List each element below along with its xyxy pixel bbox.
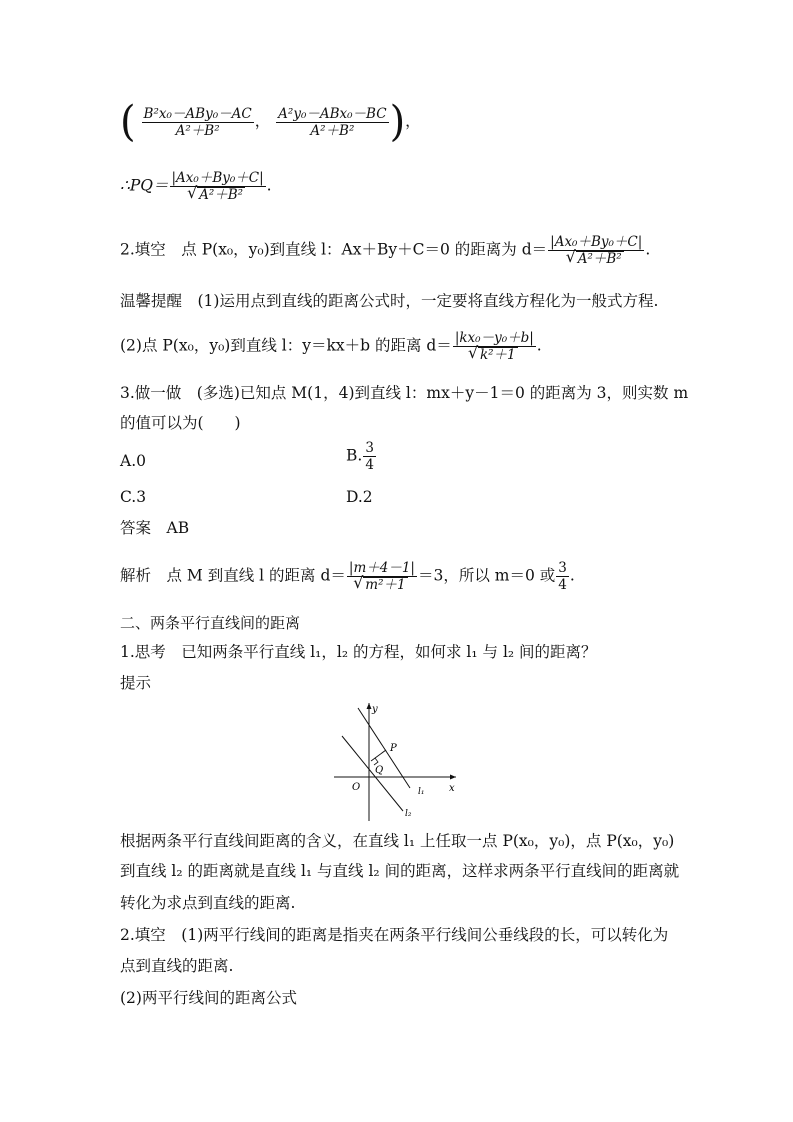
right-angle-mark	[374, 758, 378, 765]
choice-b	[346, 440, 377, 473]
choice-b-prefix: B.	[346, 446, 363, 465]
x-label: x	[449, 783, 455, 794]
pq-denominator: √ A²＋B²	[197, 187, 245, 203]
fill-in-text: 2.填空 点 P(x₀，y₀)到直线 l：Ax＋By＋C＝0 的距离为 d＝	[120, 240, 548, 259]
choice-d: D.2	[346, 488, 373, 506]
reminder-text: 温馨提醒 (1)运用点到直线的距离公式时，一定要将直线方程化为一般式方程.	[120, 292, 659, 310]
slope-distance-denominator: √ k²＋1	[478, 347, 518, 363]
point-p-label: P	[390, 743, 397, 754]
distance-fraction	[548, 234, 644, 267]
analysis-result-fraction	[556, 560, 569, 593]
y-label: y	[372, 704, 378, 715]
pq-fraction	[170, 170, 266, 203]
line-l1	[358, 708, 410, 788]
analysis-text: 解析 点 M 到直线 l 的距离 d＝	[120, 566, 346, 585]
fill-in-distance-formula	[120, 234, 650, 267]
slope-distance-text: (2)点 P(x₀，y₀)到直线 l：y＝kx＋b 的距离 d＝	[120, 336, 452, 355]
coordinates-expression	[120, 97, 421, 147]
slope-distance-tail: .	[536, 336, 542, 355]
distance-denominator: √ A²＋B²	[576, 251, 624, 267]
fill2-line-2: 点到直线的距离.	[120, 957, 234, 975]
fraction-x	[142, 106, 254, 139]
fraction-x-numerator: B²x₀－ABy₀－AC	[143, 105, 252, 122]
separator: ，	[254, 112, 271, 130]
slope-distance-formula	[120, 330, 542, 363]
choice-a: A.0	[120, 452, 146, 470]
fraction-y	[276, 106, 388, 139]
answer: 答案 AB	[120, 519, 190, 537]
pq-numerator: |Ax₀＋By₀＋C|	[171, 170, 264, 186]
choice-b-numerator: 3	[365, 440, 374, 456]
fill2-line-1: 2.填空 (1)两平行线间的距离是指夹在两条平行线间公垂线段的长，可以转化为	[120, 926, 669, 944]
choice-b-denominator: 4	[365, 457, 374, 473]
choice-c: C.3	[120, 488, 147, 506]
explanation-line-1: 根据两条平行直线间距离的含义，在直线 l₁ 上任取一点 P(x₀，y₀)，点 P(x₀，y₀)	[120, 832, 675, 850]
l1-label: l₁	[418, 787, 425, 797]
line1-tail: ，	[405, 112, 421, 130]
right-paren: )	[389, 97, 406, 147]
exercise-question: 3.做一做 (多选)已知点 M(1，4)到直线 l：mx＋y－1＝0 的距离为 3，则实数 m	[120, 384, 689, 402]
fraction-x-denominator: A²＋B²	[175, 122, 220, 139]
analysis-tail: .	[569, 566, 575, 585]
distance-tail: .	[645, 240, 651, 259]
fill2-line-3: (2)两平行线间的距离公式	[120, 989, 297, 1007]
choice-b-fraction	[363, 440, 376, 473]
analysis-denominator: √ m²＋1	[363, 577, 407, 593]
left-paren: (	[120, 97, 136, 147]
origin-label: O	[352, 782, 361, 793]
fraction-y-numerator: A²y₀－ABx₀－BC	[278, 105, 387, 122]
segment-pq	[371, 750, 386, 761]
pq-prefix: ∴PQ＝	[120, 176, 169, 195]
analysis	[120, 560, 575, 593]
explanation-line-2: 到直线 l₂ 的距离就是直线 l₁ 与直线 l₂ 间的距离，这样求两条平行直线间的距离就	[120, 862, 680, 880]
analysis-result-numerator: 3	[558, 560, 567, 576]
y-axis-arrow	[367, 703, 372, 709]
analysis-mid: ＝3，所以 m＝0 或	[417, 566, 556, 585]
analysis-numerator: |m＋4－1|	[348, 560, 415, 576]
hint-label: 提示	[120, 674, 152, 692]
l2-label: l₂	[405, 809, 412, 819]
pq-formula	[120, 170, 272, 203]
fraction-y-denominator: A²＋B²	[310, 122, 355, 139]
think-question: 1.思考 已知两条平行直线 l₁，l₂ 的方程，如何求 l₁ 与 l₂ 间的距离？	[120, 643, 597, 661]
explanation-line-3: 转化为求点到直线的距离.	[120, 894, 296, 912]
distance-numerator: |Ax₀＋By₀＋C|	[550, 234, 643, 250]
point-q-label: Q	[375, 765, 384, 776]
slope-distance-numerator: |kx₀－y₀＋b|	[454, 330, 534, 346]
pq-tail: .	[266, 176, 272, 195]
x-axis-arrow	[450, 775, 456, 780]
analysis-result-denominator: 4	[558, 577, 567, 593]
parallel-lines-figure	[330, 700, 460, 825]
section-title: 二、两条平行直线间的距离	[120, 614, 301, 632]
exercise-question-cont: 的值可以为( )	[120, 414, 241, 432]
analysis-fraction	[347, 560, 417, 593]
slope-distance-fraction	[453, 330, 536, 363]
